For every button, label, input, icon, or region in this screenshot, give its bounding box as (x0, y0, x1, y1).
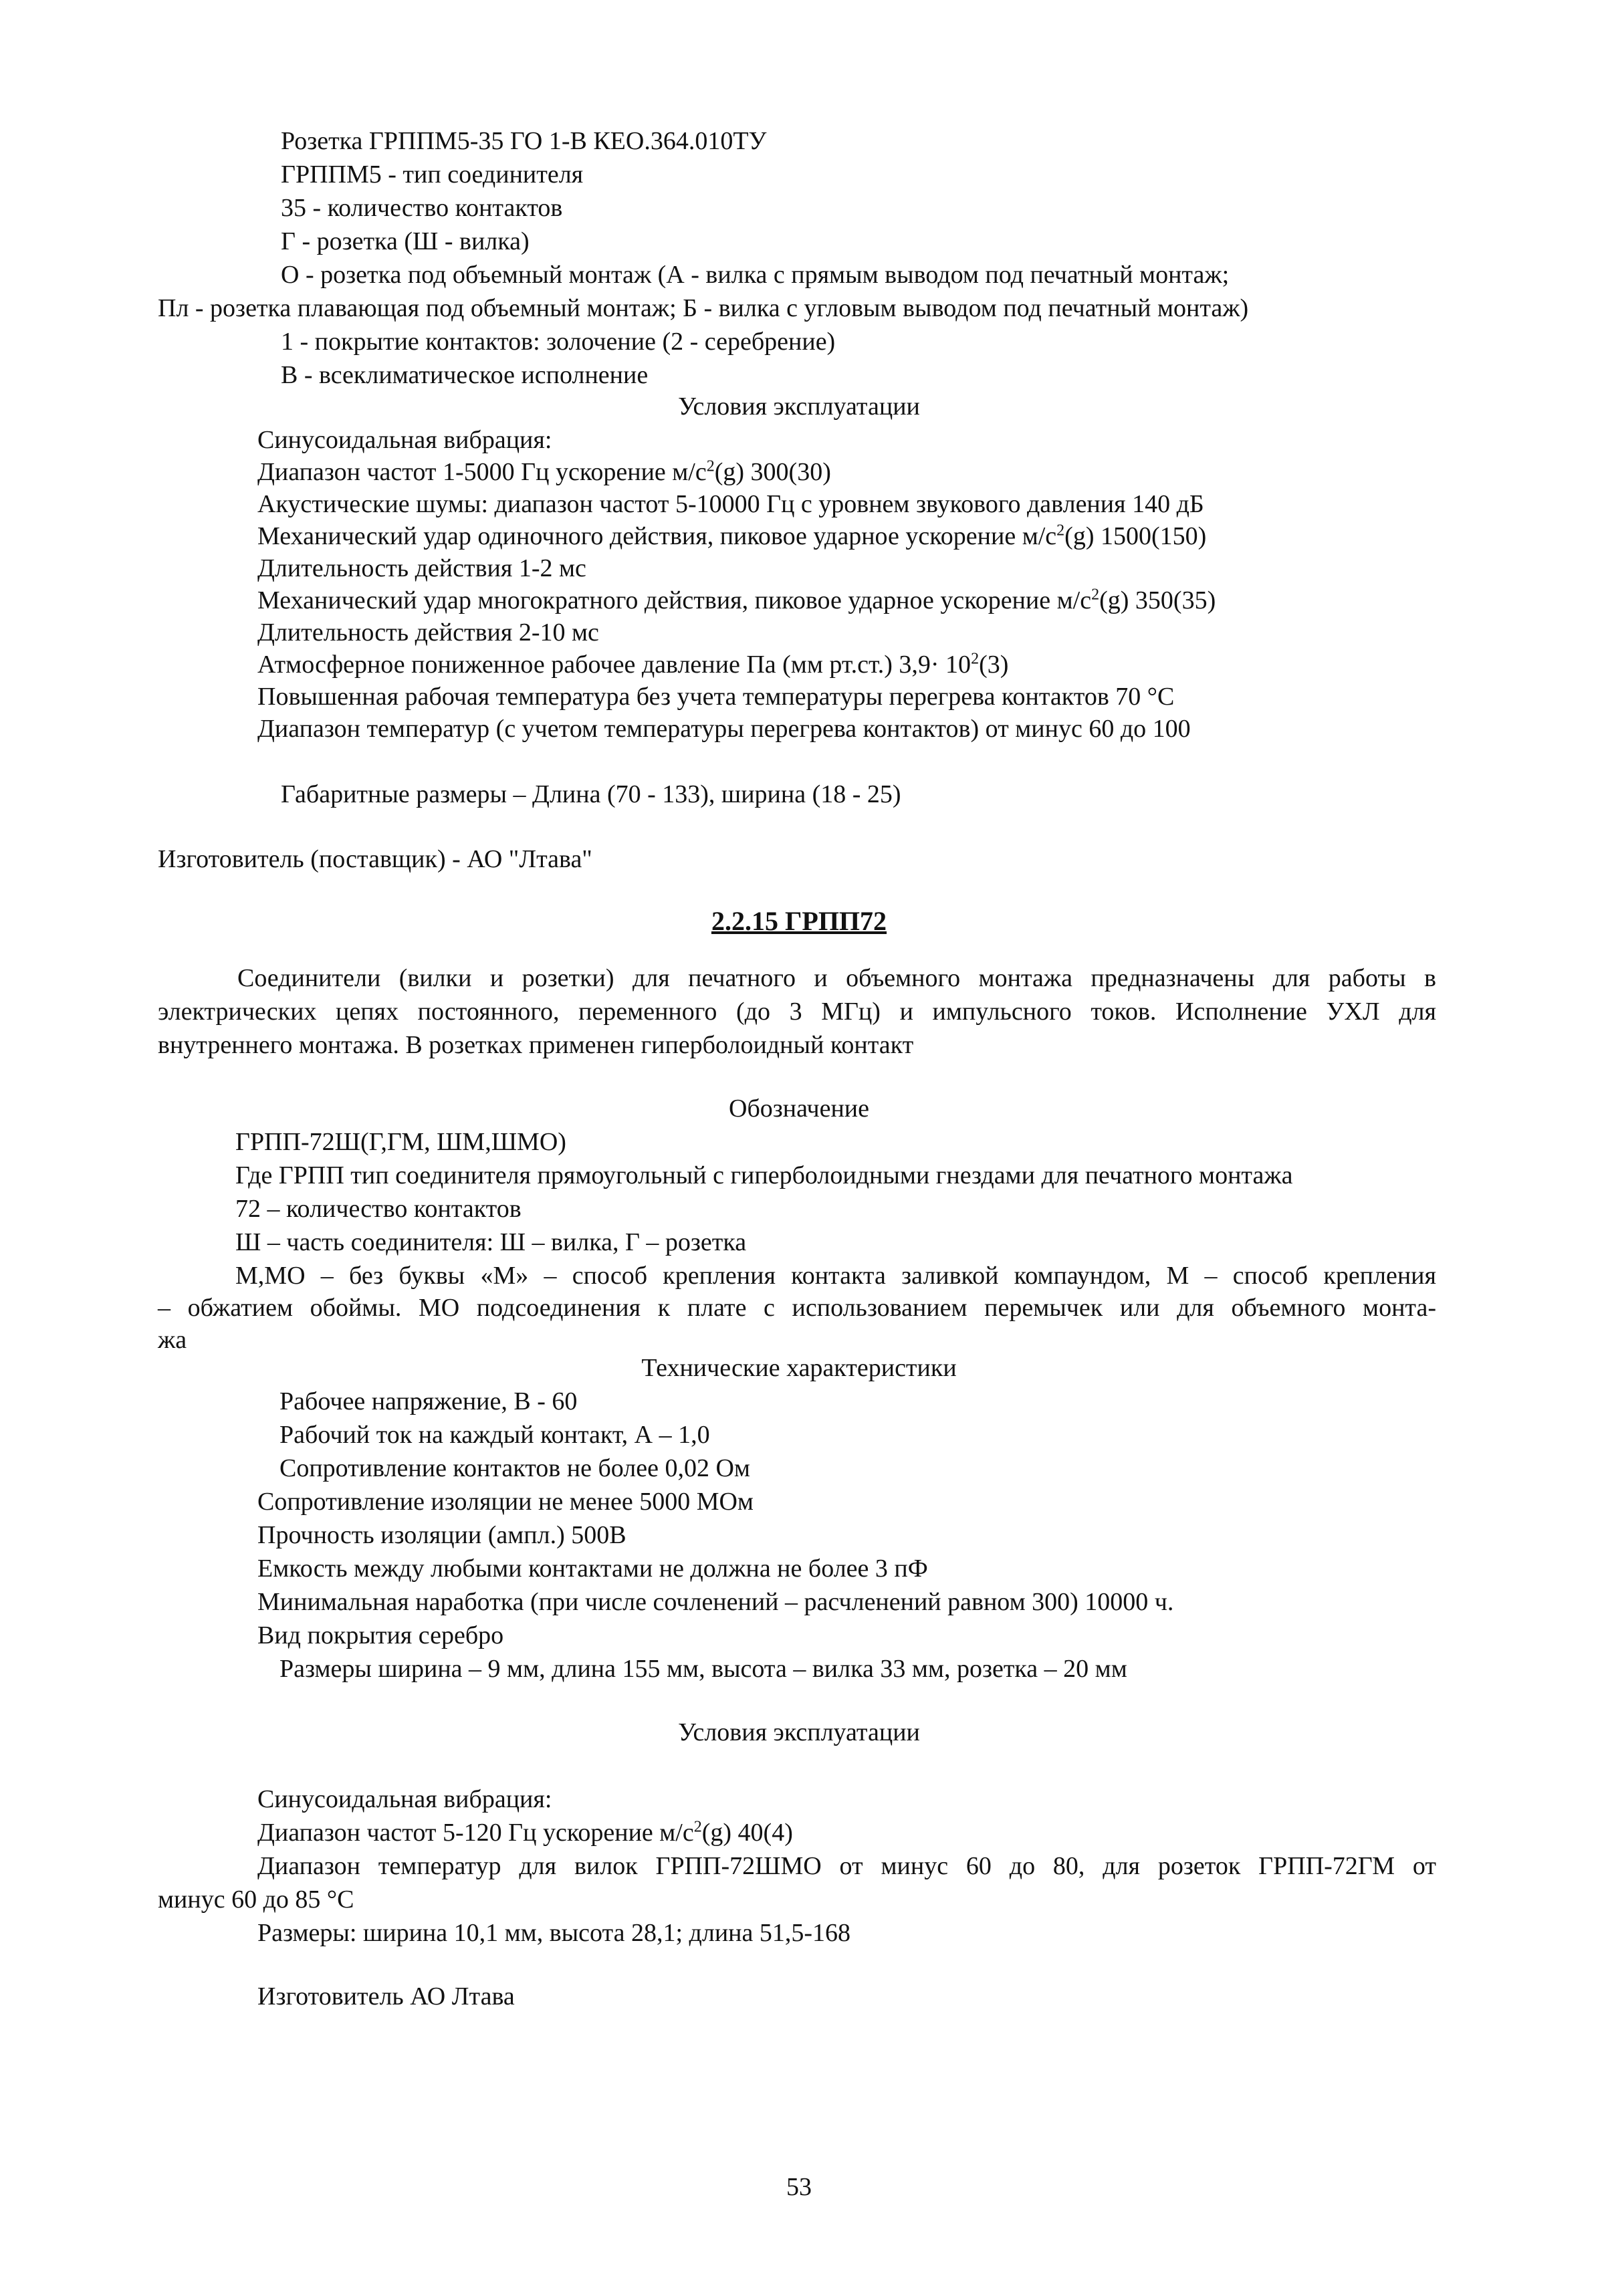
manufacturer-line-2: Изготовитель АО Лтава (257, 1982, 515, 2011)
intro-line-3: внутреннего монтажа. В розетках применен гиперболоидный контакт (158, 1031, 914, 1059)
vibration-label-1: Синусоидальная вибрация: (257, 426, 552, 454)
freq-range-line-1: Диапазон частот 1-5000 Гц ускорение $м/с^2(g)$ 300(30) (257, 457, 831, 486)
capacitance-line: Емкость между любыми контактами не должна не более 3 пФ (257, 1555, 928, 1583)
designation-part: Ш – часть соединителя: Ш – вилка, Г – розетка (235, 1228, 747, 1256)
contact-count-line: 35 - количество контактов (281, 194, 563, 222)
temp-range-line-1: Диапазон температур (с учетом температуры перегрева контактов) от минус 60 до 100 (257, 715, 1191, 743)
conditions-title-2: Условия эксплуатации (678, 1718, 920, 1746)
temp-range-line-2b: минус 60 до 85 °С (158, 1885, 354, 1914)
manufacturer-line-1: Изготовитель (поставщик) - АО "Лтава" (158, 845, 592, 873)
designation-mounting-1: М,МО – без буквы «М» – способ крепления контакта заливкой компаундом, М – способ крепления (235, 1262, 1436, 1290)
designation-title: Обозначение (729, 1095, 869, 1123)
temp-range-line-2a: Диапазон температур для вилок ГРПП-72ШМО от минус 60 до 80, для розеток ГРПП-72ГМ от (257, 1852, 1436, 1880)
dimensions-line: Габаритные размеры – Длина (70 - 133), ширина (18 - 25) (281, 780, 901, 808)
acoustic-line: Акустические шумы: диапазон частот 5-10000 Гц с уровнем звукового давления 140 дБ (257, 490, 1204, 518)
section-heading: 2.2.15 ГРПП72 (711, 906, 887, 936)
intro-line-2: электрических цепях постоянного, переменного (до 3 МГц) и импульсного токов. Исполнение УХЛ для (158, 998, 1436, 1026)
designation-where: Где ГРПП тип соединителя прямоугольный с гиперболоидными гнездами для печатного монтажа (235, 1161, 1293, 1189)
conditions-title-1: Условия эксплуатации (678, 392, 920, 421)
sizes-line-2: Размеры: ширина 10,1 мм, высота 28,1; длина 51,5-168 (257, 1919, 851, 1947)
designation-code: ГРПП-72Ш(Г,ГМ, ШМ,ШМО) (235, 1128, 566, 1156)
designation-count: 72 – количество контактов (235, 1195, 522, 1223)
product-designation-line: Розетка ГРППМ5-35 ГО 1-В КЕО.364.010ТУ (281, 127, 767, 155)
duration-line-2: Длительность действия 2-10 мс (257, 618, 599, 647)
designation-mounting-2: – обжатием обоймы. МО подсоединения к плате с использованием перемычек или для объемного монта- (158, 1294, 1436, 1322)
climate-line: В - всеклиматическое исполнение (281, 361, 649, 389)
insulation-strength-line: Прочность изоляции (ампл.) 500В (257, 1521, 626, 1549)
duration-line-1: Длительность действия 1-2 мс (257, 554, 586, 582)
voltage-line: Рабочее напряжение, В - 60 (279, 1387, 578, 1415)
connector-type-line: ГРППМ5 - тип соединителя (281, 160, 584, 189)
tech-title: Технические характеристики (641, 1354, 957, 1382)
coating-line: Вид покрытия серебро (257, 1621, 504, 1649)
socket-type-line: Г - розетка (Ш - вилка) (281, 227, 530, 255)
sizes-line: Размеры ширина – 9 мм, длина 155 мм, высота – вилка 33 мм, розетка – 20 мм (279, 1655, 1127, 1683)
pressure-line: Атмосферное пониженное рабочее давление Па (мм рт.ст.) $3,9\cdot 10^2(3)$ (257, 650, 1009, 679)
min-life-line: Минимальная наработка (при числе сочленений – расчленений равном 300) 10000 ч. (257, 1588, 1174, 1616)
insulation-resistance-line: Сопротивление изоляции не менее 5000 МОм (257, 1488, 754, 1516)
designation-mounting-3: жа (158, 1326, 187, 1354)
temp-high-line: Повышенная рабочая температура без учета температуры перегрева контактов 70 °С (257, 683, 1175, 711)
page-number: 53 (786, 2173, 812, 2201)
contact-coating-line: 1 - покрытие контактов: золочение (2 - серебрение) (281, 328, 836, 356)
mounting-line-1: О - розетка под объемный монтаж (А - вилка с прямым выводом под печатный монтаж; (281, 261, 1230, 289)
vibration-label-2: Синусоидальная вибрация: (257, 1785, 552, 1813)
mounting-line-2: Пл - розетка плавающая под объемный монтаж; Б - вилка с угловым выводом под печатный монтаж) (158, 294, 1249, 322)
shock-single-line: Механический удар одиночного действия, пиковое ударное ускорение $м/с^2(g)$ 1500(150) (257, 522, 1207, 550)
current-line: Рабочий ток на каждый контакт, А – 1,0 (279, 1421, 710, 1449)
contact-resistance-line: Сопротивление контактов не более 0,02 Ом (279, 1454, 750, 1482)
shock-multiple-line: Механический удар многократного действия, пиковое ударное ускорение $м/с^2(g)$ 350(35) (257, 586, 1216, 614)
intro-line-1: Соединители (вилки и розетки) для печатного и объемного монтажа предназначены для работы в (237, 964, 1436, 992)
freq-range-line-2: Диапазон частот 5-120 Гц ускорение $м/с^2(g)$ 40(4) (257, 1818, 793, 1847)
